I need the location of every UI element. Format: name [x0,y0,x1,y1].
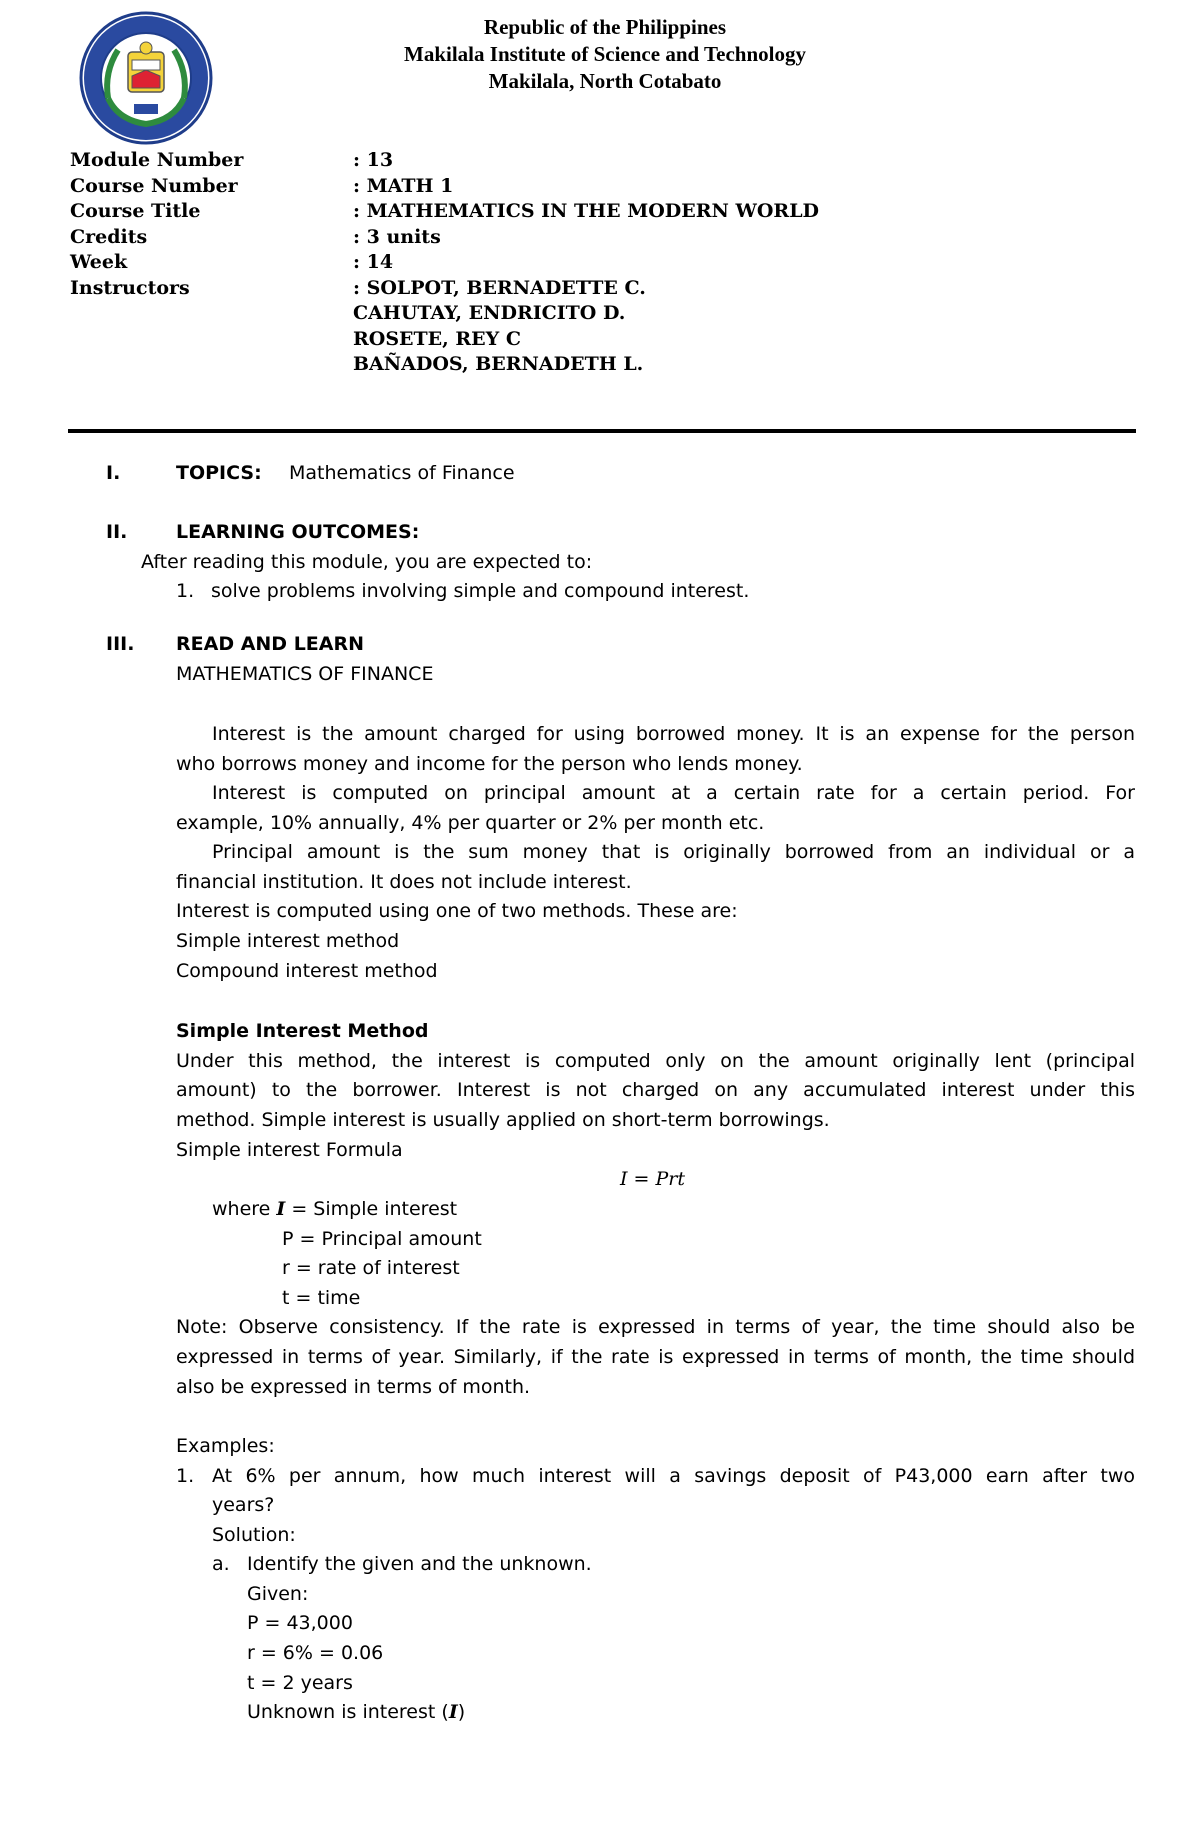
republic-line: Republic of the Philippines [483,15,727,39]
section-title-read-and-learn: READ AND LEARN [176,633,365,655]
section-title-learning-outcomes: LEARNING OUTCOMES: [176,521,420,543]
paragraph-line: Principal amount is the sum money that is originally borrowed from an individual or a [212,841,1135,863]
step-text: Identify the given and the unknown. [247,1553,592,1575]
variable-definition: r = rate of interest [282,1257,460,1279]
info-label: Instructors [70,276,190,299]
list-number: 1. [176,1465,195,1487]
given-label: Given: [247,1583,309,1605]
info-value: : 13 [353,149,394,171]
paragraph-line: example, 10% annually, 4% per quarter or 2% per month etc. [176,812,765,834]
topic-text: Mathematics of Finance [289,462,515,484]
note-line: also be expressed in terms of month. [176,1376,531,1398]
instructor-name: ROSETE, REY C [353,327,521,350]
paragraph-line: Under this method, the interest is computed only on the amount originally lent (principal [176,1050,1135,1072]
section-number: II. [106,521,128,543]
info-value: : MATH 1 [353,174,454,197]
section-title-topics: TOPICS: [176,462,262,484]
example-question-line: years? [212,1494,275,1516]
unknown-prefix: Unknown is interest ( [247,1701,449,1723]
paragraph-line: amount) to the borrower. Interest is not charged on any accumulated interest under this [176,1079,1135,1101]
given-value: P = 43,000 [247,1612,353,1634]
header-divider [68,429,1136,433]
paragraph-line: who borrows money and income for the person who lends money. [176,753,803,775]
paragraph-line: Interest is computed using one of two methods. These are: [176,900,738,922]
instructor-name: CAHUTAY, ENDRICITO D. [353,302,626,324]
info-label: Module Number [70,149,244,171]
example-question-line: At 6% per annum, how much interest will a savings deposit of P43,000 earn after two [212,1465,1135,1487]
instructor-name: BAÑADOS, BERNADETH L. [353,353,644,375]
given-value: r = 6% = 0.06 [247,1642,384,1664]
variable-i: I [276,1198,286,1220]
info-label: Course Number [70,174,238,197]
variable-i: I [448,1701,458,1723]
section-number: III. [106,633,135,655]
section-subtitle: MATHEMATICS OF FINANCE [176,663,434,685]
paragraph-line: Interest is computed on principal amount at a certain rate for a certain period. For [212,782,1135,804]
where-prefix: where [212,1198,277,1220]
formula-label: Simple interest Formula [176,1139,403,1161]
paragraph-line: method. Simple interest is usually applied on short-term borrowings. [176,1109,830,1131]
paragraph-line: Interest is the amount charged for using borrowed money. It is an expense for the person [212,723,1135,745]
institution-name: Makilala Institute of Science and Technology [404,42,806,66]
institution-block [300,14,910,95]
given-value: t = 2 years [247,1672,353,1694]
unknown-suffix: ) [457,1701,466,1723]
info-value: : SOLPOT, BERNADETTE C. [353,276,646,299]
info-label: Week [70,251,128,273]
method-item: Simple interest method [176,930,400,952]
school-seal-logo [78,10,214,146]
subsection-title: Simple Interest Method [176,1020,429,1042]
variable-definition: t = time [282,1287,361,1309]
unknown-line [247,1698,465,1728]
variable-definition: P = Principal amount [282,1228,482,1250]
where-line [212,1195,457,1225]
section-number: I. [106,462,121,484]
paragraph-line: financial institution. It does not include interest. [176,871,632,893]
list-letter: a. [212,1553,230,1575]
simple-interest-formula: I = Prt [620,1168,686,1190]
method-item: Compound interest method [176,960,438,982]
list-number: 1. [176,580,195,602]
info-value: : MATHEMATICS IN THE MODERN WORLD [353,200,820,222]
info-label: Credits [70,225,148,248]
info-label: Course Title [70,200,201,222]
where-definition: = Simple interest [285,1198,458,1220]
outcome-item: solve problems involving simple and compound interest. [211,580,750,602]
outcomes-intro: After reading this module, you are expected to: [141,551,593,573]
info-value: : 3 units [353,225,441,248]
solution-label: Solution: [212,1524,296,1546]
institution-address: Makilala, North Cotabato [488,69,722,93]
info-value: : 14 [353,251,394,273]
examples-heading: Examples: [176,1435,275,1457]
note-line: Note: Observe consistency. If the rate is expressed in terms of year, the time should also be [176,1316,1135,1338]
note-line: expressed in terms of year. Similarly, if the rate is expressed in terms of month, the time should [176,1346,1135,1368]
document-header [0,0,1200,140]
